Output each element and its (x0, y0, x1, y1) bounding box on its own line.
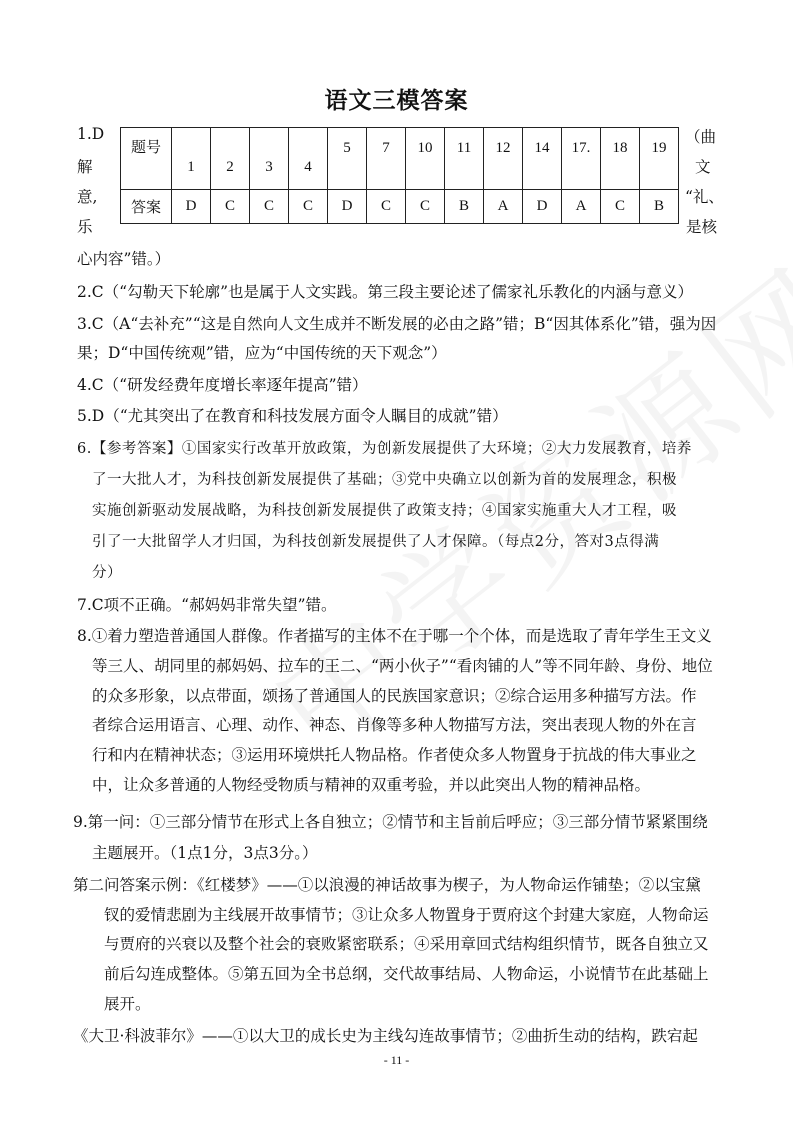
table-row-answers (121, 190, 679, 224)
table-cell: 1 (187, 159, 195, 175)
table-cell: C (250, 190, 289, 224)
table-cell: D (328, 190, 367, 224)
q6-line-4: 引了一大批留学人才归国，为科技创新发展提供了人才保障。（每点2分，答对3点得满 (92, 534, 660, 550)
q8-line-2: 等三人、胡同里的郝妈妈、拉车的王二、“两小伙子”“看肉铺的人”等不同年龄、身份、地位 (92, 657, 713, 675)
q1-right-2: 文 (695, 158, 711, 176)
q1-left-1: 1.D (77, 125, 105, 143)
table-cell: B (640, 190, 679, 224)
page-title: 语文三模答案 (324, 88, 469, 114)
q6-line-5: 分） (92, 565, 122, 581)
table-cell: 14 (534, 139, 550, 156)
q2-line: 2.C（“勾勒天下轮廓”也是属于人文实践。第三段主要论述了儒家礼乐教化的内涵与意义） (77, 283, 693, 301)
q9-line-7: 展开。 (104, 995, 151, 1013)
q8-line-6: 中，让众多普通的人物经受物质与精神的双重考验，并以此突出人物的精神品格。 (92, 776, 651, 794)
table-cell: 7 (382, 139, 390, 156)
table-cell: A (562, 190, 601, 224)
q1-right-1: （曲 (685, 128, 717, 146)
q9-line-8: 《大卫·科波菲尔》——①以大卫的成长史为主线勾连故事情节；②曲折生动的结构，跌宕起 (73, 1027, 698, 1045)
q6-line-3: 实施创新驱动发展战略，为科技创新发展提供了政策支持；④国家实施重大人才工程，吸 (92, 503, 677, 519)
table-cell: C (367, 190, 406, 224)
q8-line-4: 者综合运用语言、心理、动作、神态、肖像等多种人物描写方法，突出表现人物的外在言 (92, 716, 697, 734)
table-cell: C (406, 190, 445, 224)
q1-left-3: 意, (77, 188, 98, 206)
q1-left-2: 解 (77, 158, 93, 176)
q1-right-4: 是核 (686, 218, 718, 236)
q7-line: 7.C项不正确。“郝妈妈非常失望”错。 (77, 596, 337, 614)
table-cell: B (445, 190, 484, 224)
q6-line-1: 6.【参考答案】①国家实行改革开放政策，为创新发展提供了大环境；②大力发展教育，培养 (77, 441, 692, 457)
table-cell: 11 (456, 139, 472, 156)
table-cell: 10 (417, 139, 433, 156)
q5-line: 5.D（“尤其突出了在教育和科技发展方面令人瞩目的成就”错） (77, 407, 508, 425)
q8-line-3: 的众多形象，以点带面，颂扬了普通国人的民族国家意识；②综合运用多种描写方法。作 (92, 687, 697, 705)
table-cell: C (289, 190, 328, 224)
page-number: - 11 - (383, 1053, 410, 1067)
table-cell: 17. (571, 139, 591, 156)
table-cell: 18 (612, 139, 628, 156)
q3-line-1: 3.C（A“去补充”“这是自然向人文生成并不断发展的必由之路”错；B“因其体系化”错，强为因 (77, 315, 717, 333)
table-cell: 19 (651, 139, 667, 156)
q9-line-5: 与贾府的兴衰以及整个社会的衰败紧密联系；④采用章回式结构组织情节，既各自独立又 (104, 935, 709, 953)
table-cell: 2 (226, 159, 234, 175)
q1-tail: 心内容”错。） (77, 250, 171, 268)
table-cell: A (484, 190, 523, 224)
table-cell: C (211, 190, 250, 224)
q9-line-2: 主题展开。（1点1分，3点3分。） (92, 844, 318, 862)
table-cell: 4 (304, 159, 312, 175)
answer-table (120, 127, 679, 224)
q4-line: 4.C（“研发经费年度增长率逐年提高”错） (77, 376, 368, 394)
q1-right-3: “礼、 (685, 188, 724, 206)
table-cell: C (601, 190, 640, 224)
table-cell: 12 (495, 139, 511, 156)
table-cell: D (523, 190, 562, 224)
q6-line-2: 了一大批人才，为科技创新发展提供了基础；③党中央确立以创新为首的发展理念，积极 (92, 472, 677, 488)
q9-line-4: 钗的爱情悲剧为主线展开故事情节；③让众多人物置身于贾府这个封建大家庭，人物命运 (104, 906, 709, 924)
q1-left-4: 乐 (77, 218, 93, 236)
q8-line-1: 8.①着力塑造普通国人群像。作者描写的主体不在于哪一个个体，而是选取了青年学生王文义 (77, 627, 712, 645)
q3-line-2: 果；D“中国传统观”错，应为“中国传统的天下观念”） (77, 344, 447, 362)
table-cell: 3 (265, 159, 273, 175)
table-header-number: 题号 (121, 128, 172, 190)
q9-line-3: 第二问答案示例：《红楼梦》——①以浪漫的神话故事为楔子，为人物命运作铺垫；②以宝黛 (73, 876, 701, 894)
table-header-answer: 答案 (121, 190, 172, 224)
q9-line-1: 9.第一问：①三部分情节在形式上各自独立；②情节和主旨前后呼应；③三部分情节紧紧围绕 (73, 813, 708, 831)
table-row-numbers (121, 128, 679, 190)
table-cell: D (172, 190, 211, 224)
table-cell: 5 (343, 139, 351, 156)
q8-line-5: 行和内在精神状态；③运用环境烘托人物品格。作者使众多人物置身于抗战的伟大事业之 (92, 746, 697, 764)
q9-line-6: 前后勾连成整体。⑤第五回为全书总纲，交代故事结局、人物命运，小说情节在此基础上 (104, 965, 709, 983)
